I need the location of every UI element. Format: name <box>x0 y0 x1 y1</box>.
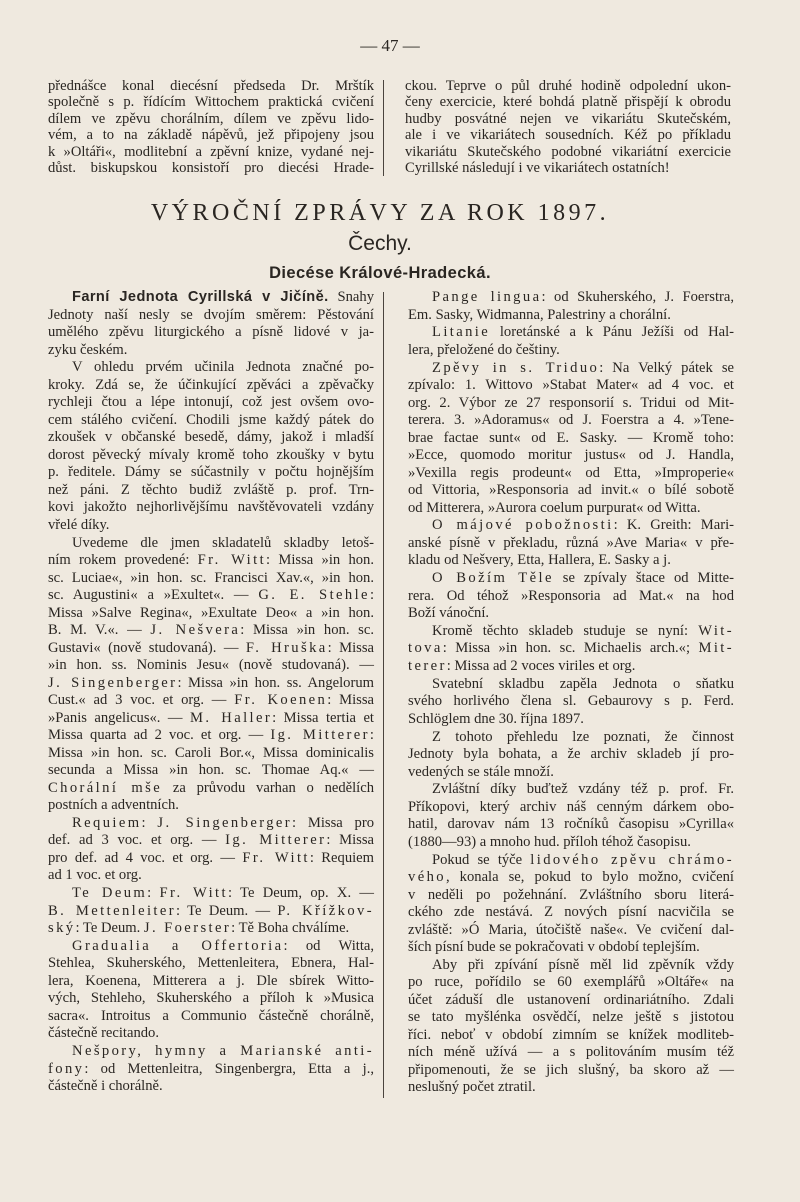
paragraph <box>48 535 374 815</box>
text-line: důst. biskupskou konsistoří pro diecési Hrade- <box>48 159 374 176</box>
text-line: ckou. Teprve o půl druhé hodině odpolední ukon- <box>405 78 731 94</box>
text-line: p. ředitele. Dámy se súčastnily v počtu hojnějším <box>48 464 374 481</box>
top-right-column <box>405 78 731 177</box>
text-line: Z tohoto přehledu lze poznati, že činnost <box>432 728 734 745</box>
section-title: VÝROČNÍ ZPRÁVY ZA ROK 1897. <box>150 200 610 226</box>
text-line: Jednoty byla bohata, a že archiv skladeb jí pro- <box>408 746 734 763</box>
text-line: zvláště: »Ó Maria, útočiště naše«. Ve cvičení dal- <box>408 921 734 938</box>
text-line: org. 2. Výbor ze 27 responsorií s. Tridui od Mit- <box>408 394 734 411</box>
paragraph <box>408 781 734 851</box>
spaced-emphasis-text: J. Foerster <box>143 920 232 937</box>
paragraph <box>48 78 374 176</box>
text-line: terera. 3. »Adoramus« od J. Foerstra a 4. »Tene- <box>408 412 734 429</box>
spaced-emphasis-text: O Božím Těle <box>432 570 554 587</box>
text-line: O májové pobožnosti: K. Greith: Mari- <box>432 517 734 534</box>
spaced-emphasis-text: F. Hruška <box>245 639 328 656</box>
text-line: vedených se stále množí. <box>408 763 554 780</box>
text-line: od Mitterera, »Aurora coelum purpurat« od Witta. <box>408 499 701 516</box>
paragraph <box>48 1043 374 1096</box>
paragraph <box>48 815 374 885</box>
text-line: než páni. Z těchto budiž zvláště p. prof. Trn- <box>48 481 374 498</box>
text-line: Te Deum: Fr. Witt: Te Deum, op. X. — <box>72 885 374 902</box>
text-line: O Božím Těle se zpívaly štace od Mitte- <box>432 570 734 587</box>
spaced-emphasis-text: J. Singenberger <box>48 674 178 691</box>
text-line: dorost pěvecký mívaly kromě toho zkoušky v bytu <box>48 446 374 463</box>
paragraph <box>48 885 374 938</box>
spaced-emphasis-text: G. E. Stehle <box>258 587 370 604</box>
text-line: po ruce, pořídilo se 60 exemplářů »Oltáře« na <box>408 974 734 991</box>
text-line: svého horlivého člena sl. Gebaurovy s p. Ferd. <box>408 693 734 710</box>
text-line: Zvláštní díky buďtež vzdány též p. prof. Fr. <box>432 781 734 798</box>
spaced-emphasis-text: fony <box>48 1060 85 1077</box>
text-line: kovi jakožto nejhorlivějšímu navštěvovateli vzdány <box>48 499 374 516</box>
text-line <box>48 1043 374 1061</box>
text-line: ním rokem provedené: Fr. Witt: Missa »in hon. <box>48 552 374 569</box>
text-line: def. ad 3 voc. et org. — Ig. Mitterer: Missa <box>48 832 374 849</box>
text-line: hatil, darovav nám 13 ročníků časopisu »Cyrilla« <box>408 816 734 833</box>
text-line: částečně i chorálně. <box>48 1078 163 1095</box>
text-line: secunda a Missa »in hon. sc. Thomae Aq.« — <box>48 762 374 779</box>
text-line: sacra«. Introitus a Communio částečně chorálně, <box>48 1007 374 1024</box>
right-column <box>408 289 734 1097</box>
spaced-emphasis-text: lidového zpěvu chrámo- <box>530 851 734 868</box>
column-divider <box>383 292 384 1098</box>
paragraph <box>408 360 734 518</box>
paragraph <box>48 359 374 534</box>
text-line: B. Mettenleiter: Te Deum. — P. Křížkov- <box>48 902 374 919</box>
paragraph <box>408 289 734 324</box>
spaced-emphasis-text: Nešpory, hymny a Marianské anti- <box>72 1043 374 1060</box>
spaced-emphasis-text: J. Singenberger <box>157 814 293 831</box>
text-line: zpívalo: 1. Wittovo »Stabat Mater« ad 4 voc. et <box>408 377 734 394</box>
spaced-emphasis-text: P. Křížkov- <box>277 902 374 919</box>
paragraph <box>48 938 374 1043</box>
text-line: J. Singenberger: Missa »in hon. ss. Angelorum <box>48 674 374 691</box>
text-line: sc. Augustini« a »Exultet«. — G. E. Stehle: <box>48 587 374 604</box>
text-line: Příkopovi, který archiv náš cenným dárkem obo- <box>408 798 734 815</box>
text-line: Gustavi« (nově studovaná). — F. Hruška: Missa <box>48 639 374 656</box>
spaced-emphasis-text: terer <box>408 657 447 674</box>
text-line: »Ecce, quomodo moritur justus« od J. Handla, <box>408 447 734 464</box>
paragraph <box>405 78 731 176</box>
page-number: — 47 — <box>360 36 420 55</box>
paragraph <box>408 852 734 957</box>
spaced-emphasis-text: Pange lingua <box>432 289 542 305</box>
text-line: zyku českém. <box>48 341 128 358</box>
text-line: kroky. Zdá se, že účinkující zpěváci a zpěvačky <box>48 376 374 393</box>
spaced-emphasis-text: vého <box>408 869 446 886</box>
text-line: přednášce konal diecésní předseda Dr. Mrštík <box>48 78 374 94</box>
spaced-emphasis-text: ský <box>48 920 76 937</box>
text-line: Farní Jednota Cyrillská v Jičíně. Snahy <box>72 289 374 305</box>
text-line: tova: Missa »in hon. sc. Michaelis arch.«; Mit- <box>408 640 734 657</box>
text-line: dílem ve zpěvu chorálním, dílem ve zpěvu lido- <box>48 110 374 127</box>
spaced-emphasis-text: Ig. Mitterer <box>225 832 327 849</box>
text-line: Cust.« ad 3 voc. et org. — Fr. Koenen: Missa <box>48 692 374 709</box>
text-line: Em. Sasky, Widmanna, Palestriny a chorální. <box>408 306 671 323</box>
spaced-emphasis-text: O májové pobožnosti <box>432 517 614 534</box>
spaced-emphasis-text: Gradualia a Offertoria <box>72 937 284 954</box>
spaced-emphasis-text: Wit- <box>698 622 734 639</box>
text-line: Requiem: J. Singenberger: Missa pro <box>72 814 374 831</box>
text-line: (1880—93) a mnoho hud. příloh téhož časopisu. <box>408 833 691 850</box>
text-line: ckého zde nestává. Z nových písní nacvičila se <box>408 904 734 921</box>
spaced-emphasis-text: Fr. Witt <box>197 552 267 569</box>
spaced-emphasis-text: Chorální mše <box>48 779 163 796</box>
text-line: postních a adventních. <box>48 797 179 814</box>
spaced-emphasis-text: Ig. Mitterer <box>270 727 370 744</box>
text-line: umělého zpěvu liturgického a písně lidové v ja- <box>48 324 374 340</box>
text-line: »Panis angelicus«. — M. Haller: Missa tertia et <box>48 709 374 726</box>
spaced-emphasis-text: Fr. Koenen <box>234 692 328 709</box>
text-line: ad 1 voc. et org. <box>48 867 142 884</box>
text-line: cem stálého cvičení. Chodili jsme každý pátek do <box>48 411 374 428</box>
text-line: Zpěvy in s. Triduo: Na Velký pátek se <box>432 359 734 376</box>
text-line: »in hon. ss. Nominis Jesu« (nově studovaná). — <box>48 657 374 674</box>
text-line: vých, Stehleho, Skuherského a příloh k »Musica <box>48 990 374 1007</box>
text-line: zkoušek v občanské besedě, dámy, jakož i mladší <box>48 429 374 446</box>
text-line: Pange lingua: od Skuherského, J. Foerstra, <box>432 289 734 305</box>
text-line: vého, konala se, pokud to bylo možno, cvičení <box>408 869 734 886</box>
spaced-emphasis-text: J. Nešvera <box>150 622 241 639</box>
spaced-emphasis-text: Fr. Witt <box>159 885 228 902</box>
text-line: pro def. ad 4 voc. et org. — Fr. Witt: Requiem <box>48 849 374 866</box>
text-line: »Vexilla regis prodeunt« od Etta, »Improperie« <box>408 464 734 481</box>
text-line: Svatební skladbu zapěla Jednota o sňatku <box>432 675 734 692</box>
region-heading: Čechy. <box>348 232 412 255</box>
text-line: ský: Te Deum. J. Foerster: Tě Boha chválíme. <box>48 920 350 937</box>
top-left-column <box>48 78 374 177</box>
text-line: kladu od Nešvery, Etta, Hallera, E. Sasky a j. <box>408 552 671 569</box>
bold-heading-text: Farní Jednota Cyrillská v Jičíně. <box>72 289 329 305</box>
text-line: Chorální mše za průvodu varhan o nedělích <box>48 779 375 796</box>
text-line: Cyrillské následují i ve vikariátech ostatních! <box>405 159 670 176</box>
text-line: vém, a to na základě nápěvů, jež připojeny jsou <box>48 127 374 144</box>
paragraph <box>408 676 734 729</box>
paragraph <box>408 517 734 570</box>
text-line: anské písně v překladu, různá »Ave Maria« v pře- <box>408 534 734 551</box>
spaced-emphasis-text: B. Mettenleiter <box>48 902 177 919</box>
text-line: vřelé díky. <box>48 516 110 533</box>
text-line: ních méně užívá — a s politováním musím též <box>408 1044 734 1061</box>
spaced-emphasis-text: Requiem <box>72 814 142 831</box>
text-line: čeny exercicie, které bohdá platně přispějí k obrodu <box>405 94 731 111</box>
text-line: Boží vánoční. <box>408 605 490 622</box>
text-line: v neděli po požehnání. Zvláštního sboru literá- <box>408 886 734 903</box>
spaced-emphasis-text: Litanie <box>432 324 491 341</box>
text-line: rychleji čtou a lépe intonují, což jest ovšem ovo- <box>48 394 374 411</box>
text-line: od Vittoria, »Responsoria ad invit.« o bílé sobotě <box>408 482 734 499</box>
text-line: rera. Od téhož »Responsoria ad Mat.« na hod <box>408 587 734 604</box>
left-column <box>48 289 374 1096</box>
diocese-heading: Diecése Králové-Hradecká. <box>269 264 491 282</box>
paragraph <box>408 957 734 1097</box>
text-line: neslušný počet ztratil. <box>408 1079 536 1096</box>
paragraph <box>408 623 734 676</box>
text-line: lera, Koenena, Mitterera a j. Dle sbírek Witto- <box>48 972 374 989</box>
column-divider-top <box>383 80 384 176</box>
text-line: B. M. V.«. — J. Nešvera: Missa »in hon. sc. <box>48 622 374 639</box>
spaced-emphasis-text: Fr. Witt <box>242 849 310 866</box>
paragraph <box>408 570 734 623</box>
text-line: vikariátu Skutečského podobné vikariátní exercicie <box>405 143 731 160</box>
text-line: k »Oltáři«, modlitební a zpěvní knize, vydané nej- <box>48 143 374 160</box>
text-line: částečně recitando. <box>48 1025 160 1042</box>
text-line: Aby při zpívání písně měl lid zpěvník vždy <box>432 956 734 973</box>
text-line: Missa quarta ad 2 voc. et org. — Ig. Mitterer: <box>48 727 374 744</box>
text-line: Missa »Salve Regina«, »Exultate Deo« a »in hon. <box>48 604 374 621</box>
spaced-emphasis-text: Te Deum <box>72 885 148 902</box>
spaced-emphasis-text: Mit- <box>698 640 734 657</box>
text-line: společně s p. řídícím Wittochem praktická cvičení <box>48 94 374 111</box>
text-line: ších písní bude se pokračovati v období teplejším. <box>408 939 700 956</box>
text-line: brae factae sunt« od E. Sasky. — Kromě toho: <box>408 429 734 446</box>
text-line: ale i ve vikariátech sousedních. Kéž po příkladu <box>405 127 731 144</box>
text-line: V ohledu prvém učinila Jednota značné po- <box>72 359 374 376</box>
spaced-emphasis-text: Zpěvy in s. Triduo <box>432 359 600 376</box>
text-line: terer: Missa ad 2 voces viriles et org. <box>408 657 636 674</box>
text-line: hudby posvátné nejen ve vikariátu Skutečském, <box>405 110 731 127</box>
text-line: se tato myšlénka osvědčí, nelze ještě s jistotou <box>408 1009 734 1026</box>
text-line: fony: od Mettenleitra, Singenbergra, Etta a j., <box>48 1060 374 1077</box>
spaced-emphasis-text: tova <box>408 640 443 657</box>
text-line: Jednoty naší nesly se dvojím směrem: Pěstování <box>48 306 374 323</box>
text-line: Pokud se týče lidového zpěvu chrámo- <box>432 851 734 868</box>
paragraph <box>408 729 734 782</box>
text-line: Uvedeme dle jmen skladatelů skladby letoš- <box>72 534 374 551</box>
text-line: Stehlea, Skuherského, Mettenleitera, Ebnera, Hal- <box>48 955 374 972</box>
text-line: Litanie loretánské a k Pánu Ježíši od Hal- <box>432 324 734 341</box>
paragraph <box>408 324 734 359</box>
text-line: účet záduší dle ustanovení ordinariátního. Zdali <box>408 991 734 1008</box>
text-line: Kromě těchto skladeb studuje se nyní: Wit- <box>432 622 734 639</box>
text-line: připomenouti, že se jich slušný, ba skoro až — <box>408 1061 734 1078</box>
text-line: Gradualia a Offertoria: od Witta, <box>72 937 374 954</box>
paragraph <box>48 289 374 359</box>
text-line: Schlöglem dne 30. října 1897. <box>408 710 584 727</box>
text-line: říci. neboť v období zimním se knížek modliteb- <box>408 1026 734 1043</box>
text-line: lera, přeložené do češtiny. <box>408 341 560 358</box>
text-line: sc. Luciae«, »in hon. sc. Francisci Xav.«, »in hon. <box>48 569 374 586</box>
spaced-emphasis-text: M. Haller <box>189 709 273 726</box>
text-line: Missa »in hon. sc. Caroli Bor.«, Missa dominicalis <box>48 744 374 761</box>
